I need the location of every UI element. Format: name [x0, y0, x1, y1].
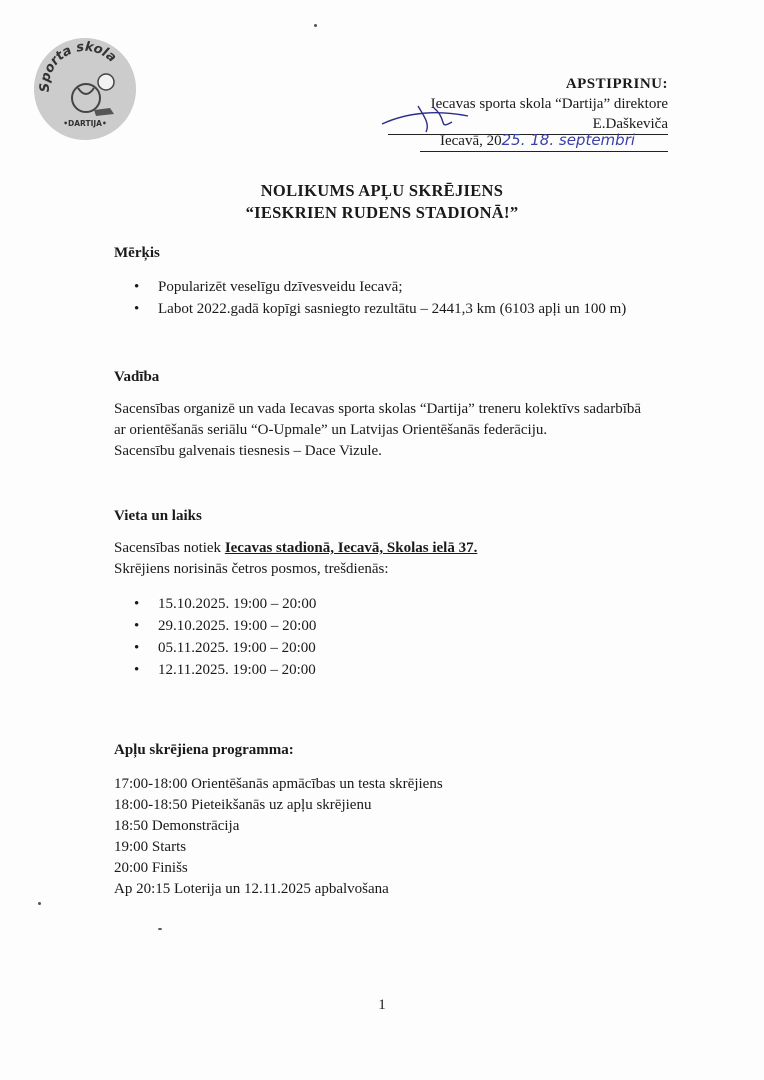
section-merkis-heading: Mērķis — [114, 245, 160, 261]
list-item: • 12.11.2025. 19:00 – 20:00 — [114, 659, 316, 681]
page-number: 1 — [378, 997, 386, 1013]
approval-heading: APSTIPRINU: — [565, 76, 668, 92]
handwritten-date: 25. 18. septembri — [501, 131, 636, 149]
svg-text:Sporta skola: Sporta skola — [37, 39, 120, 93]
vieta-line2: Skrējiens norisinās četros posmos, trešdienās: — [114, 561, 389, 577]
scan-speck — [38, 902, 41, 905]
programma-line: 17:00-18:00 Orientēšanās apmācības un testa skrējiens — [114, 776, 443, 792]
doc-title-line1: NOLIKUMS APĻU SKRĒJIENS — [260, 181, 504, 200]
programma-line: 19:00 Starts — [114, 839, 187, 855]
list-item: • 05.11.2025. 19:00 – 20:00 — [114, 637, 316, 659]
approval-place-date — [420, 130, 668, 152]
venue-location: Iecavas stadionā, Iecavā, Skolas ielā 37. — [224, 540, 478, 556]
programma-text — [114, 774, 443, 900]
vadiba-line: Sacensību galvenais tiesnesis – Dace Vizule. — [114, 443, 382, 459]
programma-line: Ap 20:15 Loterija un 12.11.2025 apbalvošana — [114, 881, 389, 897]
section-programma-heading: Apļu skrējiena programma: — [114, 742, 294, 758]
programma-line: 18:00-18:50 Pieteikšanās uz apļu skrējienu — [114, 797, 372, 813]
programma-line: 20:00 Finišs — [114, 860, 188, 876]
doc-title-line2: “IESKRIEN RUDENS STADIONĀ!” — [245, 203, 519, 222]
list-item: • 29.10.2025. 19:00 – 20:00 — [114, 615, 316, 637]
approval-name: E.Daškeviča — [388, 114, 668, 135]
svg-text:•DARTIJA•: •DARTIJA• — [63, 119, 107, 128]
list-item: • Labot 2022.gadā kopīgi sasniegto rezultātu – 2441,3 km (6103 apļi un 100 m) — [114, 298, 626, 320]
list-item: • Popularizēt veselīgu dzīvesveidu Iecavā; — [114, 276, 626, 298]
vieta-prefix: Sacensības notiek — [114, 540, 225, 556]
list-item: • 15.10.2025. 19:00 – 20:00 — [114, 593, 316, 615]
scan-speck — [314, 24, 317, 27]
vadiba-line: Sacensības organizē un vada Iecavas sporta skolas “Dartija” treneru kolektīvs sadarbībā — [114, 401, 642, 417]
programma-line: 18:50 Demonstrācija — [114, 818, 240, 834]
approval-director-line: Iecavas sporta skola “Dartija” direktore — [430, 96, 668, 112]
section-vadiba-heading: Vadība — [114, 369, 160, 385]
merkis-list — [114, 276, 626, 320]
vadiba-line: ar orientēšanās seriālu “O-Upmale” un Latvijas Orientēšanās federāciju. — [114, 422, 548, 438]
section-vieta-heading: Vieta un laiks — [114, 508, 202, 524]
vadiba-text — [114, 399, 641, 462]
place-prefix: Iecavā, 20 — [440, 133, 502, 149]
vieta-text — [114, 538, 477, 580]
approval-block — [388, 74, 668, 149]
scan-speck — [158, 928, 162, 930]
sports-school-logo — [34, 38, 136, 140]
dates-list — [114, 593, 316, 681]
